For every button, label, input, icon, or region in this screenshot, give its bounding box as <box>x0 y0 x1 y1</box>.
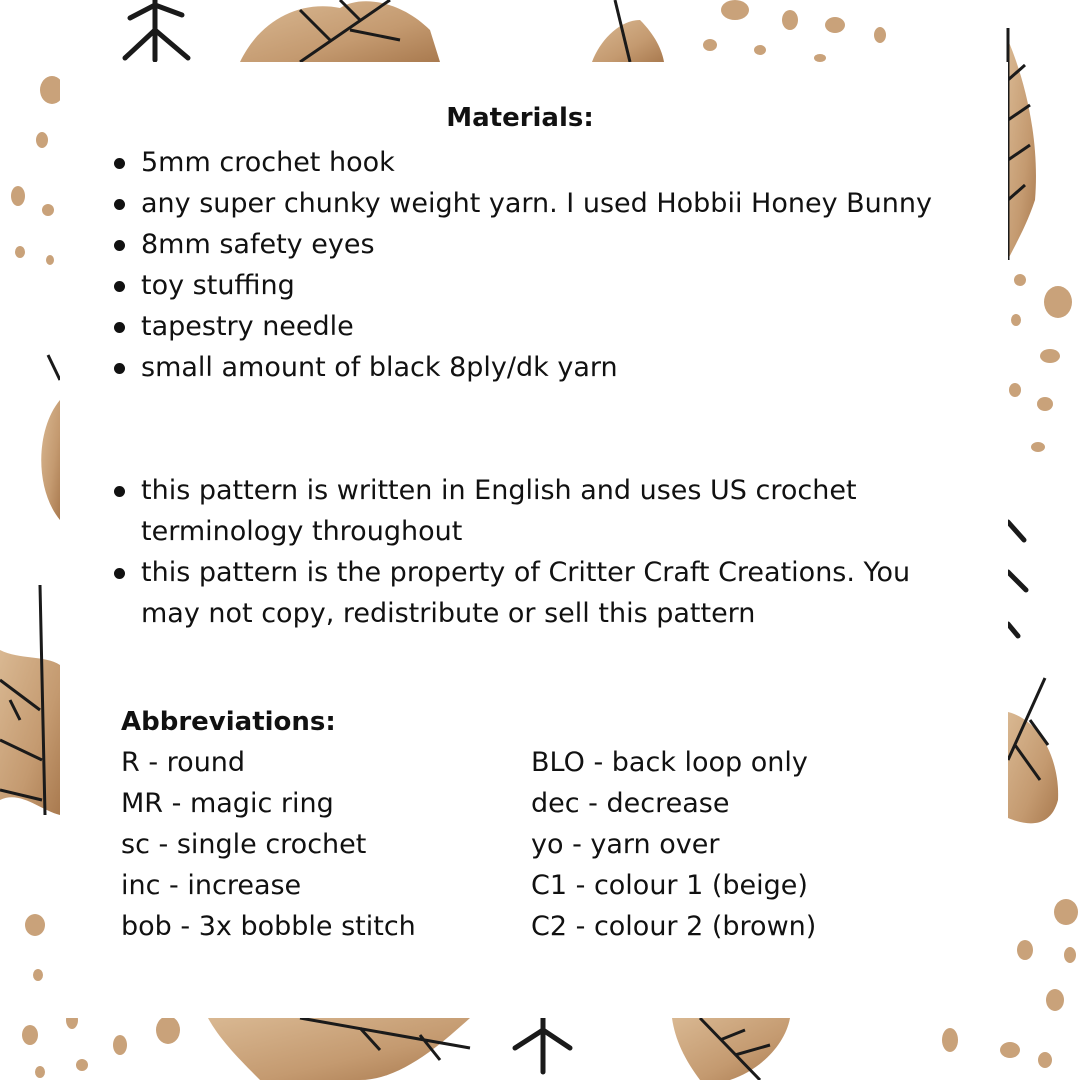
bottom-twig-icon <box>515 1018 570 1072</box>
abbreviation-item: yo - yarn over <box>531 829 720 860</box>
bottom-oak-leaf-icon <box>208 1018 470 1080</box>
list-item: 5mm crochet hook <box>108 142 968 183</box>
abbreviation-item: inc - increase <box>121 870 302 901</box>
notes-list <box>108 470 968 634</box>
list-item: 8mm safety eyes <box>108 224 968 265</box>
content-card <box>60 62 1008 1018</box>
materials-list <box>108 142 968 388</box>
list-item: small amount of black 8ply/dk yarn <box>108 347 968 388</box>
dot-cluster-right <box>1009 274 1072 452</box>
list-item: this pattern is the property of Critter Craft Creations. You may not copy, redistribute or sell this pattern <box>108 552 968 634</box>
abbreviations-heading: Abbreviations: <box>121 707 336 737</box>
left-oak-leaf-icon <box>0 585 60 815</box>
right-twig-marks-icon <box>1008 522 1026 636</box>
dot-cluster-top <box>703 0 886 62</box>
right-leaf-icon <box>1008 678 1058 823</box>
abbreviations-left-column <box>121 742 416 947</box>
materials-heading: Materials: <box>446 103 594 133</box>
abbreviation-item: C2 - colour 2 (brown) <box>531 911 817 942</box>
top-oak-leaf-icon <box>240 0 440 62</box>
right-feather-leaf-icon <box>1008 28 1036 260</box>
abbreviation-item: C1 - colour 1 (beige) <box>531 870 808 901</box>
abbreviation-item: bob - 3x bobble stitch <box>121 911 416 942</box>
abbreviation-item: MR - magic ring <box>121 788 334 819</box>
abbreviation-item: R - round <box>121 747 246 778</box>
abbreviation-item: BLO - back loop only <box>531 747 808 778</box>
abbreviations-right-column <box>531 742 816 947</box>
abbreviation-item: sc - single crochet <box>121 829 367 860</box>
bottom-leaf-icon <box>672 1018 790 1080</box>
list-item: any super chunky weight yarn. I used Hobbii Honey Bunny <box>108 183 968 224</box>
left-leaf-icon <box>41 355 60 520</box>
dot-cluster-left <box>11 76 64 265</box>
list-item: this pattern is written in English and uses US crochet terminology throughout <box>108 470 968 552</box>
list-item: tapestry needle <box>108 306 968 347</box>
list-item: toy stuffing <box>108 265 968 306</box>
top-twig-icon <box>125 0 188 60</box>
top-leaf-icon <box>592 0 664 62</box>
abbreviation-item: dec - decrease <box>531 788 730 819</box>
